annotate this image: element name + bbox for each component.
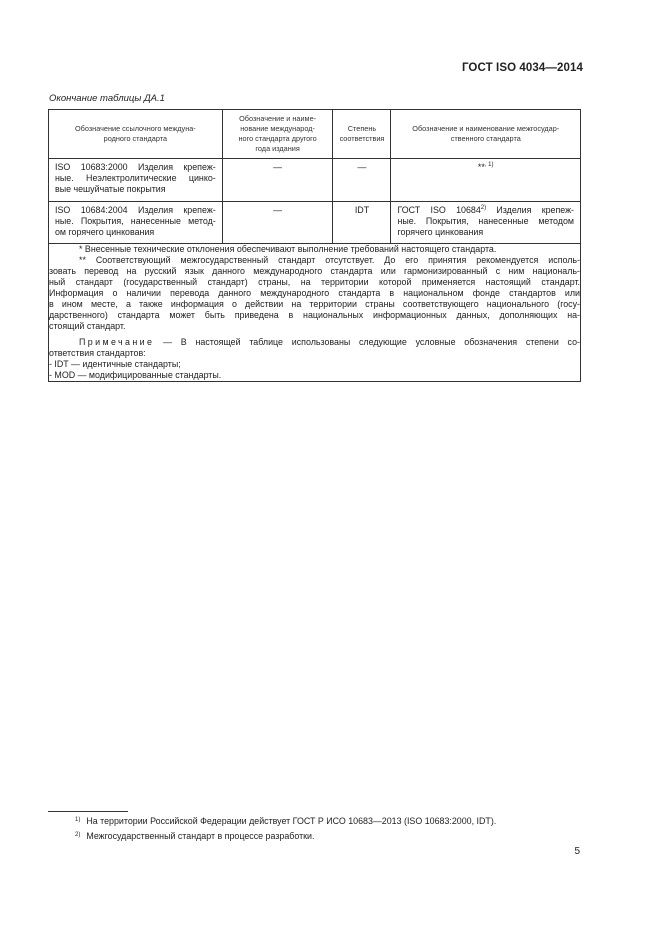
table-notes: [49, 244, 581, 382]
note-star1: * Внесенные технические отклонения обеспечивают выполнение требований настоящего стандарта.: [79, 244, 497, 254]
header-degree: Степень соответствия: [333, 110, 391, 159]
page-number: 5: [574, 846, 580, 857]
ref-standard-cell: ISO 10683:2000 Изделия крепеж- ные. Неэлектролитические цинко- вые чешуйчатые покрытия: [49, 159, 223, 202]
interstate-standard-cell: ГОСТ ISO 10684$^{2)}$ Изделия крепеж- ные. Покрытия, нанесенные методом горячего цинкования: [391, 202, 581, 244]
note-primechanie-cont: ответствия стандартов:: [49, 348, 146, 358]
document-code: ГОСТ ISO 4034—2014: [461, 62, 583, 74]
degree-cell: IDT: [333, 202, 391, 244]
other-year-cell: —: [222, 202, 333, 244]
ref-standard-cell: ISO 10684:2004 Изделия крепеж- ные. Покрытия, нанесенные метод- ом горячего цинкования: [49, 202, 223, 244]
standards-table: [48, 109, 581, 382]
interstate-standard-cell: **$^{, 1)}$: [391, 159, 581, 202]
footnote-2: $^{2)}$ Межгосударственный стандарт в процессе разработки.: [75, 831, 315, 841]
header-interstate-standard: Обозначение и наименование межгосудар- ственного стандарта: [391, 110, 581, 159]
other-year-cell: —: [222, 159, 333, 202]
table-header-row: [49, 110, 581, 159]
table-notes-row: [49, 244, 581, 382]
note-primechanie: Примечание — В настоящей таблице использованы следующие условные обозначения степени со-: [79, 337, 580, 347]
footnote-divider: [48, 811, 128, 812]
list-item: - MOD — модифицированные стандарты.: [49, 370, 222, 380]
footnote-1: $^{1)}$ На территории Российской Федерации действует ГОСТ Р ИСО 10683—2013 (ISO 10683:2000, IDT).: [75, 816, 497, 826]
table-row: [49, 159, 581, 202]
table-row: [49, 202, 581, 244]
note-star2: ** Соответствующий межгосударственный стандарт отсутствует. До его принятия рекомендуется исполь- зовать перевод на русский язык данного международного стандарта или гармонизированный с ним националь- ный стандарт (государственный стандарт) страны, на территории которой применяется настоящий стандарт. Информация о наличии перевода данного международного стандарта в национальном фонде стандартов или в ином месте, а также информация о действии на территории страны соответствующего национального (госу- дарственного) стандарта может быть приведена в национальных информационных данных, дополняющих на- стоящий стандарт.: [49, 255, 580, 331]
header-other-year: Обозначение и наиме- нование международ- ного стандарта другого года издания: [222, 110, 333, 159]
header-ref-standard: Обозначение ссылочного междуна- родного стандарта: [49, 110, 223, 159]
list-item: - IDT — идентичные стандарты;: [49, 359, 181, 369]
degree-cell: —: [333, 159, 391, 202]
table-caption: Окончание таблицы ДА.1: [49, 93, 165, 104]
